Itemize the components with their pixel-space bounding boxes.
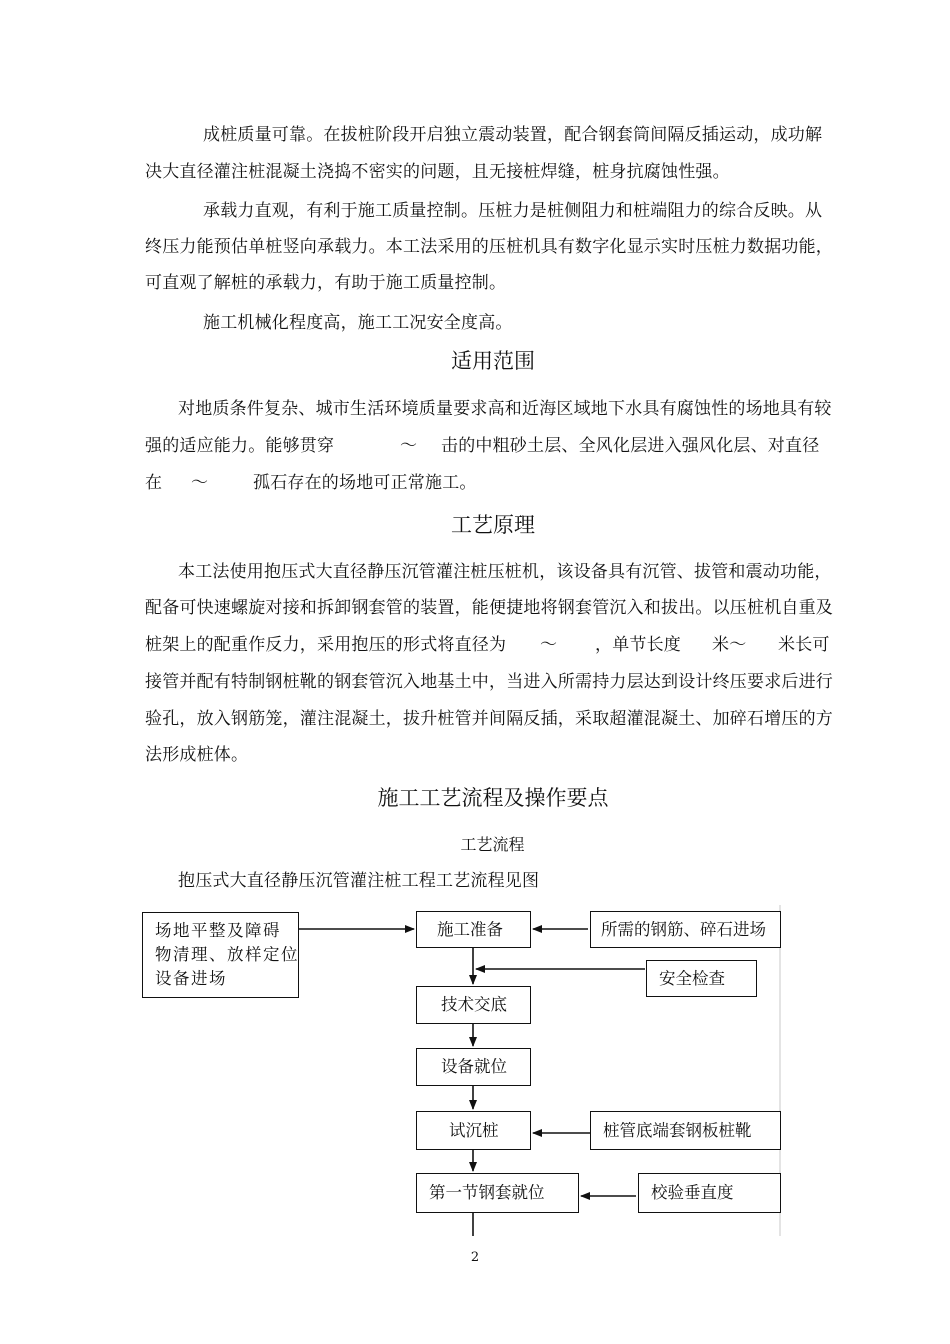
box-trial-pile: 试沉桩 xyxy=(416,1111,531,1150)
principle-line3-d: 米～ xyxy=(712,635,747,655)
para-capacity-line1: 承载力直观，有利于施工质量控制。压桩力是桩侧阻力和桩端阻力的综合反映。从 xyxy=(203,201,823,221)
scope-line2-a: 强的适应能力。能够贯穿 xyxy=(145,436,335,456)
box-first-casing: 第一节钢套就位 xyxy=(416,1173,579,1213)
subheading-flow: 工艺流程 xyxy=(460,835,525,854)
scope-line3-c: 孤石存在的场地可正常施工。 xyxy=(253,473,477,493)
box-verticality: 校验垂直度 xyxy=(638,1173,781,1213)
flow-intro: 抱压式大直径静压沉管灌注桩工程工艺流程见图 xyxy=(178,871,540,891)
box-materials: 所需的钢筋、碎石进场 xyxy=(590,911,781,948)
box-site-prep-line2: 物清理、放样定位 xyxy=(155,945,299,964)
scope-line2-c: 击的中粗砂土层、全风化层进入强风化层、对直径 xyxy=(441,436,820,456)
scope-line3-a: 在 xyxy=(145,473,163,493)
box-safety-check: 安全检查 xyxy=(646,960,757,997)
scope-line1: 对地质条件复杂、城市生活环境质量要求高和近海区域地下水具有腐蚀性的场地具有较 xyxy=(178,399,832,419)
para-capacity-line2: 终压力能预估单桩竖向承载力。本工法采用的压桩机具有数字化显示实时压桩力数据功能， xyxy=(145,237,833,257)
para-quality-line2: 决大直径灌注桩混凝土浇捣不密实的问题，且无接桩焊缝，桩身抗腐蚀性强。 xyxy=(145,162,730,182)
scope-line2-tilde: ～ xyxy=(400,436,418,456)
box-pile-shoe: 桩管底端套钢板桩靴 xyxy=(590,1111,781,1150)
box-site-prep xyxy=(142,912,299,998)
scope-line3-tilde: ～ xyxy=(191,473,209,493)
para-quality-line1: 成桩质量可靠。在拔桩阶段开启独立震动装置，配合钢套筒间隔反插运动，成功解 xyxy=(203,125,823,145)
box-site-prep-line3: 设备进场 xyxy=(155,969,227,988)
box-equipment: 设备就位 xyxy=(416,1048,531,1086)
para-capacity-line3: 可直观了解桩的承载力，有助于施工质量控制。 xyxy=(145,273,507,293)
principle-line6: 法形成桩体。 xyxy=(145,745,249,765)
principle-line2: 配备可快速螺旋对接和拆卸钢套管的装置，能便捷地将钢套管沉入和拔出。以压桩机自重及 xyxy=(145,598,833,618)
heading-principle: 工艺原理 xyxy=(451,513,535,537)
principle-line4: 接管并配有特制钢桩靴的钢套管沉入地基土中，当进入所需持力层达到设计终压要求后进行 xyxy=(145,672,833,692)
box-tech-briefing: 技术交底 xyxy=(416,986,531,1024)
principle-line3-e: 米长可 xyxy=(778,635,830,655)
page-number: 2 xyxy=(470,1250,480,1265)
principle-line3-c: ，单节长度 xyxy=(595,635,681,655)
heading-flow: 施工工艺流程及操作要点 xyxy=(377,786,609,810)
principle-line3-tilde: ～ xyxy=(540,635,558,655)
heading-scope: 适用范围 xyxy=(451,349,535,373)
para-mechanization: 施工机械化程度高，施工工况安全度高。 xyxy=(203,313,513,333)
principle-line1: 本工法使用抱压式大直径静压沉管灌注桩压桩机，该设备具有沉管、拔管和震动功能， xyxy=(178,562,832,582)
principle-line3-a: 桩架上的配重作反力，采用抱压的形式将直径为 xyxy=(145,635,507,655)
box-construction-prep: 施工准备 xyxy=(416,911,531,948)
box-site-prep-line1: 场地平整及障碍 xyxy=(155,921,281,940)
principle-line5: 验孔，放入钢筋笼，灌注混凝土，拔升桩管并间隔反插，采取超灌混凝土、加碎石增压的方 xyxy=(145,709,833,729)
